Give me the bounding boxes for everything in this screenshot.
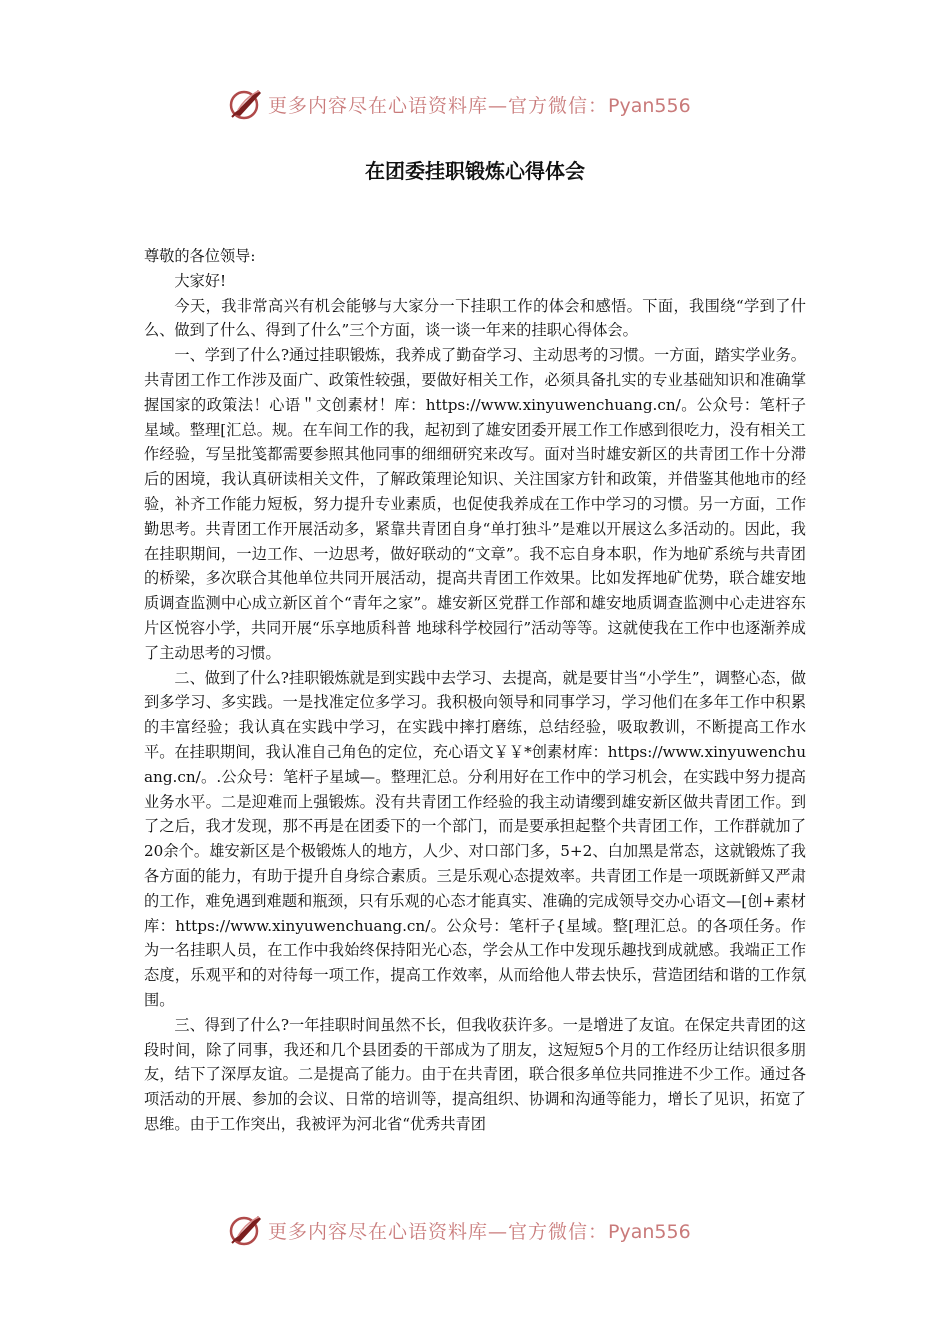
document-title: 在团委挂职锻炼心得体会 [365,159,585,183]
paragraph-done: 二、做到了什么?挂职锻炼就是到实践中去学习、去提高，就是要甘当“小学生”，调整心态，做到多学习、多实践。一是找准定位多学习。我积极向领导和同事学习，学习他们在多年工作中积累的丰富经验；我认真在实践中学习，在实践中摔打磨练，总结经验，吸取教训，不断提高工作水平。在挂职期间，我认准自己角色的定位，充心语文￥￥*创素材库：https://www.xinyuwenchuang.cn/。.公众号：笔杆子星域—。整理汇总。分利用好在工作中的学习机会，在实践中努力提高业务水平。二是迎难而上强锻炼。没有共青团工作经验的我主动请缨到雄安新区做共青团工作。到了之后，我才发现，那不再是在团委下的一个部门，而是要承担起整个共青团工作，工作群就加了20余个。雄安新区是个极锻炼人的地方，人少、对口部门多，5+2、白加黑是常态，这就锻炼了我各方面的能力，有助于提升自身综合素质。三是乐观心态提效率。共青团工作是一项既新鲜又严肃的工作，难免遇到难题和瓶颈，只有乐观的心态才能真实、准确的完成领导交办心语文—[创+素材库：https://www.xinyuwenchuang.cn/。公众号：笔杆子{星域。整[理汇总。的各项任务。作为一名挂职人员，在工作中我始终保持阳光心态，学会从工作中发现乐趣找到成就感。我端正工作态度，乐观平和的对待每一项工作，提高工作效率，从而给他人带去快乐，营造团结和谐的工作氛围。 [144,668,806,1009]
paragraph-gained: 三、得到了什么?一年挂职时间虽然不长，但我收获许多。一是增进了友谊。在保定共青团的这段时间，除了同事，我还和几个县团委的干部成为了朋友，这短短5个月的工作经历让结识很多朋友，结下了深厚友谊。二是提高了能力。由于在共青团，联合很多单位共同推进不少工作。通过各项活动的开展、参加的会议、日常的培训等，提高组织、协调和沟通等能力，增长了见识，拓宽了思维。由于工作突出，我被评为河北省“优秀共青团 [144,1015,806,1133]
wechat-account: Pyan556 [608,94,691,117]
quill-pen-logo-icon [228,1212,264,1248]
watermark-text: 更多内容尽在心语资料库—官方微信：Pyan556 [268,1220,691,1243]
footer-watermark-banner [228,1210,691,1250]
paragraph-intro: 今天，我非常高兴有机会能够与大家分一下挂职工作的体会和感悟。下面，我围绕“学到了什么、做到了什么、得到了什么”三个方面，谈一谈一年来的挂职心得体会。 [144,296,806,340]
header-watermark-banner [228,84,691,124]
document-body [144,244,806,1137]
greeting: 大家好! [174,271,227,290]
wechat-account: Pyan556 [608,1220,691,1243]
salutation: 尊敬的各位领导: [144,247,256,265]
quill-pen-logo-icon [228,86,264,122]
watermark-text: 更多内容尽在心语资料库—官方微信：Pyan556 [268,94,691,117]
paragraph-learned: 一、学到了什么?通过挂职锻炼，我养成了勤奋学习、主动思考的习惯。一方面，踏实学业务。共青团工作工作涉及面广、政策性较强，要做好相关工作，必须具备扎实的专业基础知识和准确掌握国家的政策法！心语＂文创素材！库：https://www.xinyuwenchuang.cn/。公众号：笔杆子星域。整理[汇总。规。在车间工作的我，起初到了雄安团委开展工作工作感到很吃力，没有相关工作经验，写呈批笺都需要参照其他同事的细细研究来改写。面对当时雄安新区的共青团工作十分滞后的困境，我认真研读相关文件，了解政策理论知识、关注国家方针和政策，并借鉴其他地市的经验，补齐工作能力短板，努力提升专业素质，也促使我养成在工作中学习的习惯。另一方面，工作勤思考。共青团工作开展活动多，紧靠共青团自身“单打独斗”是难以开展这么多活动的。因此，我在挂职期间，一边工作、一边思考，做好联动的“文章”。我不忘自身本职，作为地矿系统与共青团的桥梁，多次联合其他单位共同开展活动，提高共青团工作效果。比如发挥地矿优势，联合雄安地质调查监测中心成立新区首个“青年之家”。雄安新区党群工作部和雄安地质调查监测中心走进容东片区悦容小学，共同开展“乐享地质科普 地球科学校园行”活动等等。这就使我在工作中也逐渐养成了主动思考的习惯。 [144,346,806,662]
